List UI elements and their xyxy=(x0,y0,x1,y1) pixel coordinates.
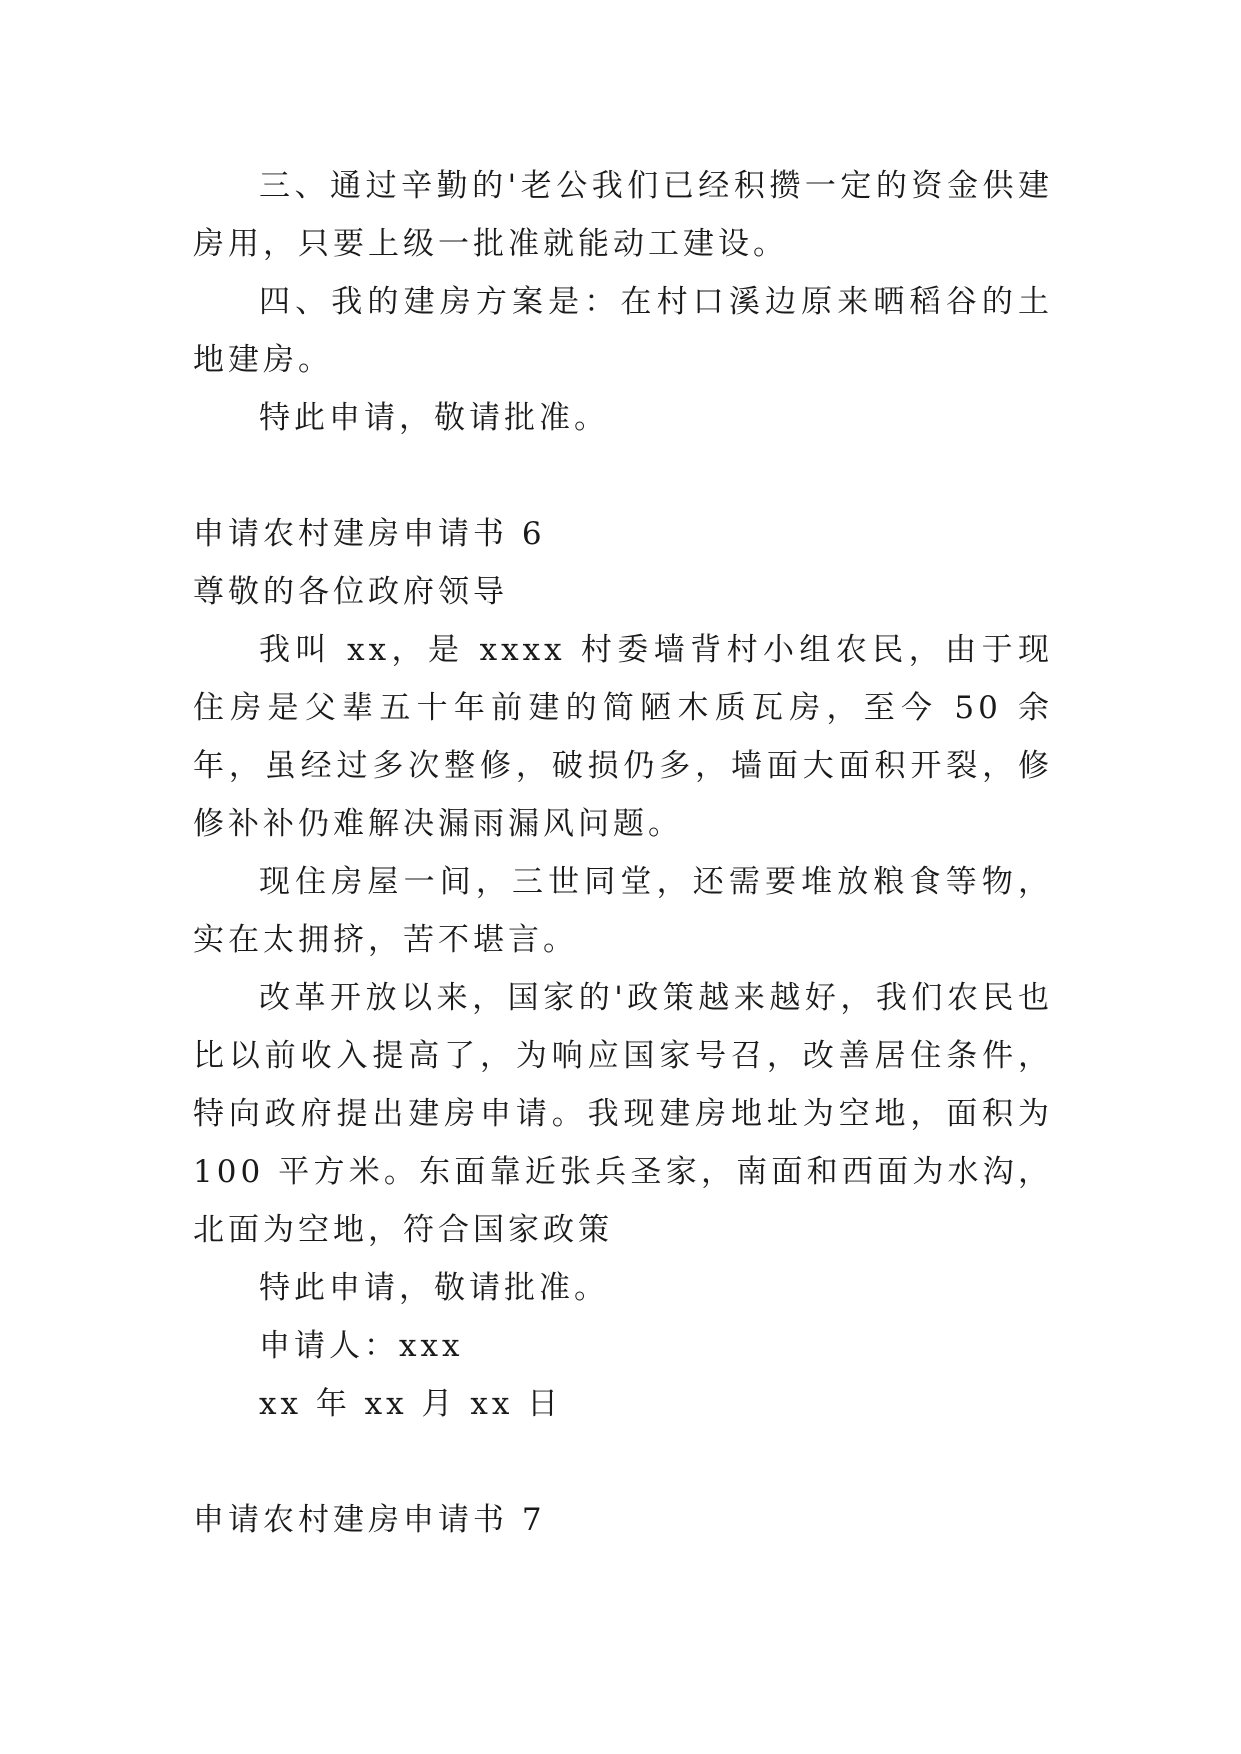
section-spacer xyxy=(193,1433,1053,1491)
salutation: 尊敬的各位政府领导 xyxy=(193,574,508,610)
paragraph-request: 改革开放以来，国家的'政策越来越好，我们农民也比以前收入提高了，为响应国家号召，改善居住条件，特向政府提出建房申请。我现建房地址为空地，面积为 100 平方米。东面靠近张兵圣家，南面和西面为水沟，北面为空地，符合国家政策 xyxy=(193,980,1053,1248)
document-body xyxy=(193,157,1053,1549)
section-spacer xyxy=(193,447,1053,505)
paragraph-crowding: 现住房屋一间，三世同堂，还需要堆放粮食等物，实在太拥挤，苦不堪言。 xyxy=(193,864,1053,958)
closing-request: 特此申请，敬请批准。 xyxy=(259,1270,609,1306)
paragraph-introduction: 我叫 xx，是 xxxx 村委墙背村小组农民，由于现住房是父辈五十年前建的简陋木质瓦房，至今 50 余年，虽经过多次整修，破损仍多，墙面大面积开裂，修修补补仍难解决漏雨漏风问题。 xyxy=(193,632,1053,842)
section-6-title: 申请农村建房申请书 6 xyxy=(193,516,546,552)
applicant-line: 申请人：xxx xyxy=(259,1328,464,1364)
paragraph-funds: 三、通过辛勤的'老公我们已经积攒一定的资金供建房用，只要上级一批准就能动工建设。 xyxy=(193,168,1053,262)
closing-request: 特此申请，敬请批准。 xyxy=(259,400,609,436)
section-7-title: 申请农村建房申请书 7 xyxy=(193,1502,546,1538)
date-line: xx 年 xx 月 xx 日 xyxy=(259,1386,563,1422)
paragraph-plan: 四、我的建房方案是：在村口溪边原来晒稻谷的土地建房。 xyxy=(193,284,1053,378)
